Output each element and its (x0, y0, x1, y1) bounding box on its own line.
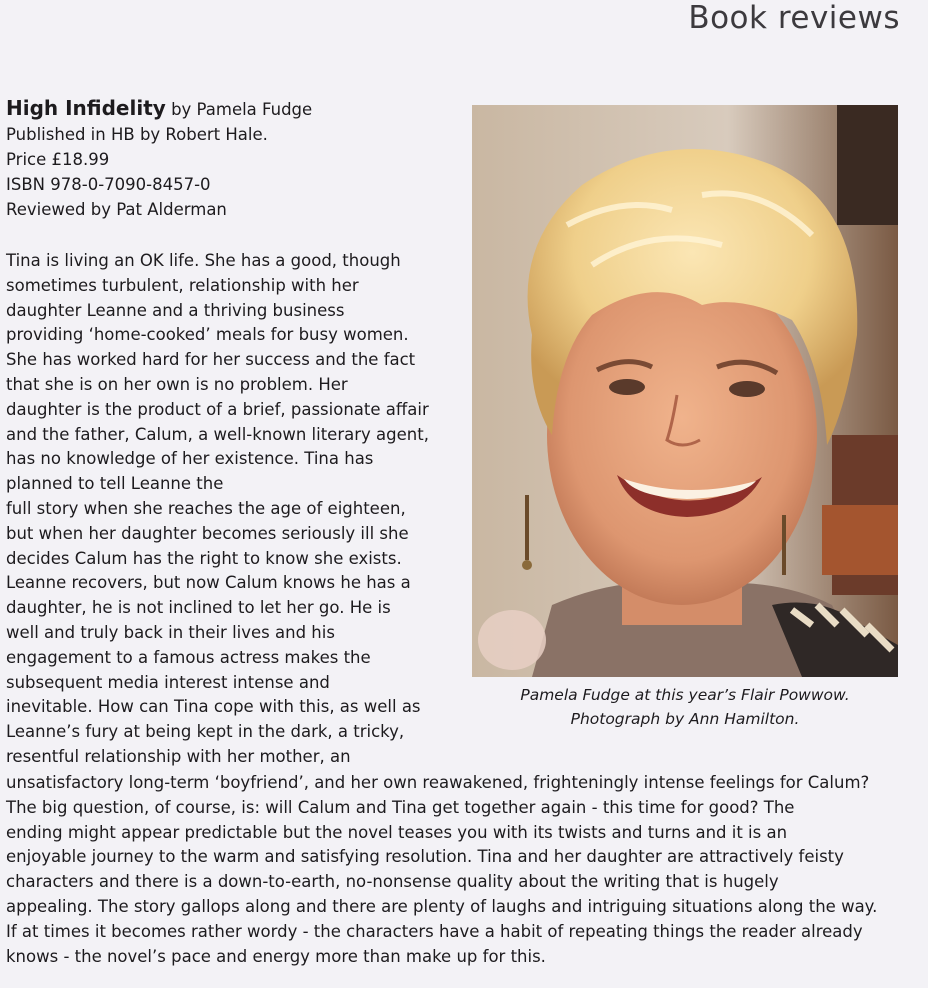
review-text-line: She has worked hard for her success and the fact (6, 350, 416, 370)
review-text-line: providing ‘home-cooked’ meals for busy women. (6, 325, 409, 345)
reviewer-line: Reviewed by Pat Alderman (6, 200, 227, 219)
review-text-line: and the father, Calum, a well-known literary agent, (6, 424, 429, 444)
title-line (6, 96, 312, 122)
review-text-line: daughter is the product of a brief, passionate affair (6, 399, 429, 419)
review-text-line: unsatisfactory long-term ‘boyfriend’, and her own reawakened, frighteningly intense feelings for Calum? (6, 773, 870, 792)
book-title: High Infidelity (6, 96, 166, 120)
book-author: by Pamela Fudge (171, 100, 313, 119)
author-photo (472, 105, 898, 677)
review-text-line: characters and there is a down-to-earth, no-nonsense quality about the writing that is hugely (6, 872, 779, 892)
review-text-line: full story when she reaches the age of eighteen, (6, 498, 406, 518)
review-header (6, 96, 312, 222)
review-text-line: Leanne’s fury at being kept in the dark, a tricky, (6, 722, 405, 742)
review-column-text (6, 249, 466, 770)
review-text-line: The big question, of course, is: will Calum and Tina get together again - this time for good? The (6, 797, 795, 817)
review-text-line: inevitable. How can Tina cope with this, as well as (6, 697, 421, 717)
author-portrait-image (472, 105, 898, 677)
review-text-line: but when her daughter becomes seriously ill she (6, 523, 409, 543)
review-text-line: planned to tell Leanne the (6, 474, 224, 494)
price-line: Price £18.99 (6, 150, 110, 169)
review-text-line: If at times it becomes rather wordy - the characters have a habit of repeating things the reader already (6, 921, 863, 941)
review-text-line: daughter, he is not inclined to let her go. He is (6, 598, 391, 618)
isbn-line: ISBN 978-0-7090-8457-0 (6, 175, 211, 194)
photo-caption (472, 684, 898, 731)
review-full-width-text (6, 771, 877, 969)
review-text-line: has no knowledge of her existence. Tina has (6, 449, 374, 469)
caption-line-1: Pamela Fudge at this year’s Flair Powwow. (520, 686, 850, 704)
review-text-line: ending might appear predictable but the novel teases you with its twists and turns and it is an (6, 822, 788, 842)
review-text-line: resentful relationship with her mother, an (6, 746, 351, 766)
review-text-line: Leanne recovers, but now Calum knows he has a (6, 573, 411, 593)
review-text-line: appealing. The story gallops along and there are plenty of laughs and intriguing situations along the way. (6, 896, 878, 916)
review-text-line: decides Calum has the right to know she exists. (6, 548, 402, 568)
review-text-line: sometimes turbulent, relationship with her (6, 275, 359, 295)
caption-line-2: Photograph by Ann Hamilton. (570, 709, 800, 728)
review-text-line: well and truly back in their lives and his (6, 622, 335, 642)
review-text-line: knows - the novel’s pace and energy more than make up for this. (6, 946, 546, 966)
review-text-line: that she is on her own is no problem. Her (6, 374, 348, 394)
review-text-line: daughter Leanne and a thriving business (6, 300, 345, 320)
review-text-line: subsequent media interest intense and (6, 672, 330, 692)
section-title: Book reviews (688, 0, 900, 36)
publisher-line: Published in HB by Robert Hale. (6, 125, 268, 144)
review-text-line: enjoyable journey to the warm and satisfying resolution. Tina and her daughter are attractively feisty (6, 847, 844, 867)
review-text-line: engagement to a famous actress makes the (6, 647, 371, 667)
review-text-line: Tina is living an OK life. She has a good, though (6, 251, 401, 270)
